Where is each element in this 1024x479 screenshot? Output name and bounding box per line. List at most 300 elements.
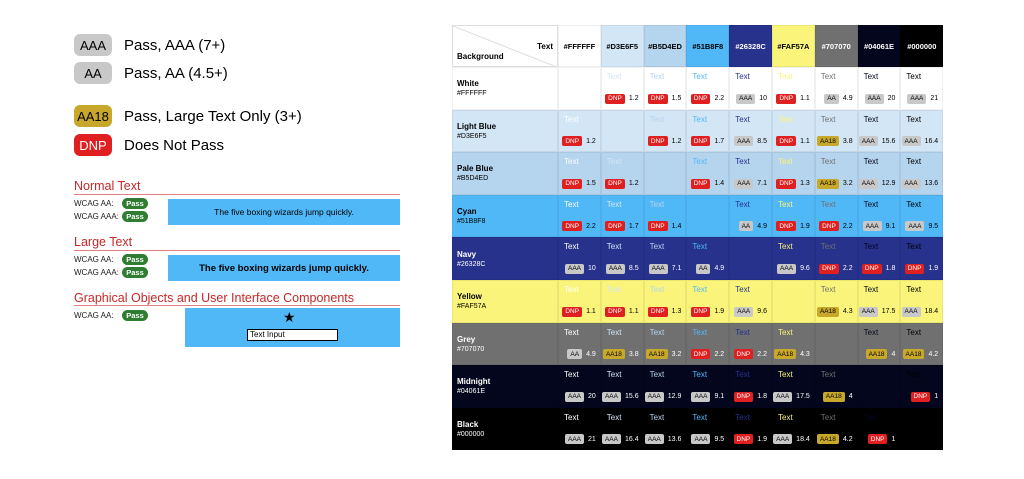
matrix-cell-navy-grey — [815, 237, 858, 280]
cell-ratio: 9.1 — [714, 393, 725, 401]
row-header-white — [452, 67, 558, 110]
matrix-cell-yellow-navy — [729, 280, 772, 323]
cell-badge-dnp: DNP — [734, 434, 754, 444]
matrix-cell-cyan-black — [900, 195, 943, 238]
cell-result — [902, 136, 939, 146]
row-hex: #FAF57A — [457, 303, 487, 311]
column-header-pale-blue: #B5D4ED — [644, 25, 687, 67]
cell-ratio: 10 — [759, 95, 767, 103]
cell-badge-aaa: AAA — [565, 264, 584, 274]
cell-sample-text: Text — [906, 199, 922, 209]
cell-sample-text: Text — [820, 285, 836, 294]
legend-badge-dnp: DNP — [74, 134, 112, 156]
cell-ratio: 1.7 — [628, 222, 639, 230]
cell-result — [734, 179, 767, 189]
row-header-pale-blue — [452, 152, 558, 195]
cell-sample-text: Text — [649, 412, 665, 422]
legend-badge-aa: AA — [74, 62, 112, 84]
row-hex: #000000 — [457, 431, 485, 439]
cell-result — [902, 307, 939, 317]
cell-ratio: 1.8 — [757, 393, 767, 401]
cell-badge-dnp: DNP — [562, 307, 582, 317]
column-header-black: #000000 — [900, 25, 943, 67]
matrix-cell-white-navy — [729, 67, 772, 110]
cell-sample-text: Text — [606, 199, 622, 209]
cell-badge-aaa: AAA — [734, 307, 753, 317]
row-header-yellow — [452, 280, 558, 323]
large-text-title: Large Text — [74, 235, 133, 249]
cell-badge-aa18: AA18 — [774, 349, 796, 359]
row-header-navy — [452, 237, 558, 280]
cell-sample-text: Text — [692, 114, 708, 124]
cell-sample-text: Text — [863, 157, 879, 167]
cell-sample-text: Text — [564, 242, 579, 252]
cell-result — [863, 221, 896, 231]
cell-ratio: 4.9 — [842, 95, 853, 103]
cell-ratio: 1.1 — [586, 308, 596, 316]
matrix-cell-grey-white — [558, 323, 601, 366]
column-header-midnight: #04061E — [858, 25, 901, 67]
matrix-cell-pale-blue-navy — [729, 152, 772, 195]
cell-ratio: 7.1 — [671, 265, 682, 273]
cell-ratio: 20 — [887, 95, 896, 103]
cell-ratio: 1.4 — [714, 180, 725, 188]
cell-ratio: 13.6 — [667, 435, 682, 443]
cell-badge-aa18: AA18 — [903, 349, 925, 359]
cell-ratio: 16.4 — [624, 435, 639, 443]
matrix-cell-midnight-white — [558, 365, 601, 408]
cell-result — [734, 349, 767, 359]
matrix-cell-white-light-blue — [601, 67, 644, 110]
matrix-cell-yellow-light-blue — [601, 280, 644, 323]
matrix-cell-grey-black — [900, 323, 943, 366]
cell-result — [648, 221, 681, 231]
cell-sample-text: Text — [778, 157, 793, 167]
cell-sample-text: Text — [735, 370, 750, 380]
cell-result — [865, 94, 896, 104]
cell-badge-aaa: AAA — [606, 264, 625, 274]
cell-sample-text: Text — [820, 199, 836, 209]
cell-ratio: 17.5 — [881, 308, 896, 316]
row-name: Cyan — [457, 207, 477, 217]
cell-ratio: 1.1 — [800, 137, 810, 145]
cell-ratio: 1.7 — [714, 137, 725, 145]
matrix-cell-pale-blue-white — [558, 152, 601, 195]
matrix-cell-light-blue-white — [558, 110, 601, 153]
matrix-cell-pale-blue-midnight — [858, 152, 901, 195]
cell-ratio: 4.9 — [757, 222, 767, 230]
cell-result — [819, 264, 852, 274]
cell-sample-text: Text — [606, 285, 622, 294]
legend-label-aa18: Pass, Large Text Only (3+) — [124, 107, 302, 125]
cell-sample-text: Text — [692, 412, 708, 422]
cell-ratio: 1.3 — [671, 308, 682, 316]
cell-badge-dnp: DNP — [819, 221, 839, 231]
cell-sample-text: Text — [778, 370, 793, 380]
cell-result — [645, 392, 682, 402]
cell-result — [734, 307, 767, 317]
cell-result — [562, 307, 595, 317]
legend-aa — [74, 61, 228, 85]
cell-result — [562, 136, 595, 146]
cell-result — [648, 94, 681, 104]
cell-badge-aaa: AAA — [734, 136, 753, 146]
cell-sample-text: Text — [692, 157, 708, 167]
matrix-cell-navy-light-blue — [601, 237, 644, 280]
cell-result — [603, 349, 639, 359]
cell-badge-aaa: AAA — [859, 307, 878, 317]
cell-sample-text: Text — [863, 285, 879, 294]
cell-result — [649, 264, 682, 274]
legend-label-dnp: Does Not Pass — [124, 136, 225, 154]
cell-badge-aaa: AAA — [863, 221, 882, 231]
legend-aaa — [74, 33, 225, 57]
cell-result — [606, 264, 639, 274]
cell-ratio: 9.6 — [757, 308, 767, 316]
cell-sample-text: Text — [906, 327, 922, 337]
cell-badge-dnp: DNP — [776, 94, 796, 104]
cell-sample-text: Text — [735, 199, 750, 209]
matrix-cell-midnight-black — [900, 365, 943, 408]
row-hex: #51B8F8 — [457, 218, 486, 226]
matrix-cell-navy-navy — [729, 237, 772, 280]
cell-result — [903, 349, 939, 359]
cell-sample-text: Text — [692, 370, 708, 380]
row-header-light-blue — [452, 110, 558, 153]
cell-sample-text: Text — [906, 285, 922, 294]
cell-badge-aaa: AAA — [645, 392, 664, 402]
matrix-cell-midnight-navy — [729, 365, 772, 408]
cell-result — [868, 434, 896, 444]
cell-ratio: 1 — [934, 393, 939, 401]
cell-result — [605, 179, 638, 189]
cell-sample-text: Text — [863, 72, 879, 81]
row-name: Pale Blue — [457, 164, 494, 174]
cell-badge-dnp: DNP — [734, 349, 754, 359]
cell-ratio: 20 — [588, 393, 596, 401]
normal-aaa-label: WCAG AAA: — [74, 212, 119, 221]
corner-background-label: Background — [457, 52, 504, 61]
cell-result — [605, 94, 638, 104]
cell-result — [905, 264, 938, 274]
cell-sample-text: Text — [735, 285, 750, 294]
cell-badge-dnp: DNP — [691, 94, 711, 104]
cell-badge-aaa: AAA — [902, 307, 921, 317]
text-input-sample[interactable]: Text Input — [247, 329, 338, 341]
matrix-cell-cyan-cyan — [686, 195, 729, 238]
cell-result — [859, 179, 896, 189]
matrix-cell-midnight-light-blue — [601, 365, 644, 408]
column-header-grey: #707070 — [815, 25, 858, 67]
matrix-cell-midnight-midnight — [858, 365, 901, 408]
graphical-aa-label: WCAG AA: — [74, 311, 114, 320]
cell-badge-aaa: AAA — [859, 136, 878, 146]
cell-result — [646, 349, 682, 359]
cell-result — [773, 392, 810, 402]
legend-dnp — [74, 133, 224, 157]
large-aaa-label: WCAG AAA: — [74, 268, 119, 277]
cell-result — [645, 434, 682, 444]
cell-sample-text: Text — [906, 370, 922, 380]
matrix-cell-yellow-pale-blue — [644, 280, 687, 323]
cell-badge-aa18: AA18 — [866, 349, 888, 359]
cell-badge-aaa: AAA — [907, 94, 926, 104]
matrix-cell-pale-blue-grey — [815, 152, 858, 195]
cell-badge-dnp: DNP — [605, 221, 625, 231]
matrix-cell-navy-midnight — [858, 237, 901, 280]
legend-label-aaa: Pass, AAA (7+) — [124, 36, 226, 54]
row-header-cyan — [452, 195, 558, 238]
cell-badge-aa: AA — [824, 94, 839, 104]
matrix-cell-cyan-yellow — [772, 195, 815, 238]
cell-sample-text: Text — [649, 327, 665, 337]
cell-badge-dnp: DNP — [691, 307, 711, 317]
graphical-objects-title: Graphical Objects and User Interface Components — [74, 291, 354, 305]
cell-ratio: 1.9 — [928, 265, 939, 273]
cell-badge-aaa: AAA — [565, 434, 584, 444]
cell-ratio: 1.9 — [714, 308, 725, 316]
cell-result — [562, 221, 595, 231]
cell-ratio: 2.2 — [586, 222, 596, 230]
cell-result — [907, 94, 938, 104]
row-hex: #04061E — [457, 388, 486, 396]
legend-badge-aaa: AAA — [74, 34, 112, 56]
cell-ratio: 18.4 — [796, 435, 810, 443]
cell-sample-text: Text — [649, 72, 665, 81]
cell-sample-text: Text — [606, 157, 622, 167]
cell-ratio: 13.6 — [924, 180, 939, 188]
cell-ratio: 15.6 — [881, 137, 896, 145]
matrix-cell-yellow-black — [900, 280, 943, 323]
cell-sample-text: Text — [778, 242, 793, 252]
cell-sample-text: Text — [649, 242, 665, 252]
cell-ratio: 12.9 — [667, 393, 682, 401]
cell-result — [605, 307, 638, 317]
cell-ratio: 9.1 — [885, 222, 896, 230]
legend-aa18 — [74, 104, 302, 128]
cell-badge-dnp: DNP — [562, 179, 582, 189]
cell-badge-aa18: AA18 — [823, 392, 845, 402]
matrix-cell-black-yellow — [772, 408, 815, 451]
cell-result — [819, 221, 852, 231]
matrix-cell-black-white — [558, 408, 601, 451]
matrix-cell-yellow-cyan — [686, 280, 729, 323]
normal-aaa-pass-badge: Pass — [122, 211, 148, 222]
cell-badge-aaa: AAA — [602, 434, 621, 444]
column-header-cyan: #51B8F8 — [686, 25, 729, 67]
cell-sample-text: Text — [820, 370, 836, 380]
cell-sample-text: Text — [606, 242, 622, 252]
cell-result — [734, 392, 767, 402]
cell-result — [736, 94, 767, 104]
cell-result — [602, 392, 639, 402]
cell-ratio: 1.2 — [586, 137, 596, 145]
cell-result — [817, 179, 853, 189]
row-hex: #26328C — [457, 260, 486, 268]
cell-sample-text: Text — [906, 72, 922, 81]
cell-ratio: 2.2 — [714, 95, 725, 103]
cell-sample-text: Text — [778, 327, 793, 337]
matrix-cell-light-blue-black — [900, 110, 943, 153]
cell-result — [862, 264, 895, 274]
matrix-cell-yellow-grey — [815, 280, 858, 323]
cell-sample-text: Text — [778, 114, 793, 124]
cell-badge-dnp: DNP — [734, 392, 754, 402]
cell-badge-aaa: AAA — [777, 264, 796, 274]
cell-badge-dnp: DNP — [905, 264, 925, 274]
cell-ratio: 1.5 — [671, 95, 682, 103]
cell-ratio: 3.8 — [842, 137, 853, 145]
matrix-cell-light-blue-cyan — [686, 110, 729, 153]
cell-result — [866, 349, 896, 359]
cell-sample-text: Text — [649, 370, 665, 380]
cell-sample-text: Text — [564, 114, 579, 124]
cell-result — [776, 221, 809, 231]
row-header-grey — [452, 323, 558, 366]
cell-ratio: 1.4 — [671, 222, 682, 230]
cell-ratio: 18.4 — [924, 308, 939, 316]
matrix-cell-navy-cyan — [686, 237, 729, 280]
matrix-cell-cyan-pale-blue — [644, 195, 687, 238]
cell-sample-text: Text — [820, 72, 836, 81]
matrix-cell-navy-yellow — [772, 237, 815, 280]
cell-sample-text: Text — [863, 114, 879, 124]
cell-ratio: 4.3 — [800, 350, 810, 358]
normal-text-title: Normal Text — [74, 179, 141, 193]
normal-aa-label: WCAG AA: — [74, 199, 114, 208]
cell-sample-text: Text — [692, 72, 708, 81]
cell-sample-text: Text — [906, 242, 922, 252]
cell-sample-text: Text — [820, 157, 836, 167]
cell-badge-aa18: AA18 — [817, 434, 839, 444]
cell-sample-text: Text — [820, 242, 836, 252]
cell-result — [565, 392, 596, 402]
cell-ratio: 2.2 — [714, 350, 725, 358]
matrix-cell-grey-grey — [815, 323, 858, 366]
cell-badge-aaa: AAA — [902, 136, 921, 146]
cell-ratio: 1.3 — [800, 180, 810, 188]
cell-ratio: 8.5 — [628, 265, 639, 273]
matrix-cell-navy-pale-blue — [644, 237, 687, 280]
cell-ratio: 1.5 — [586, 180, 596, 188]
cell-ratio: 21 — [588, 435, 596, 443]
cell-result — [824, 94, 852, 104]
matrix-cell-black-midnight — [858, 408, 901, 451]
cell-ratio: 17.5 — [796, 393, 810, 401]
cell-sample-text: Text — [863, 242, 879, 252]
cell-ratio: 3.8 — [628, 350, 639, 358]
row-name: Light Blue — [457, 121, 497, 131]
cell-result — [691, 94, 724, 104]
cell-badge-aaa: AAA — [691, 434, 710, 444]
legend-badge-aa18: AA18 — [74, 105, 112, 127]
matrix-cell-cyan-navy — [729, 195, 772, 238]
cell-badge-dnp: DNP — [819, 264, 839, 274]
cell-ratio: 7.1 — [757, 180, 767, 188]
graphical-aa-pass-badge: Pass — [122, 310, 148, 321]
matrix-cell-grey-pale-blue — [644, 323, 687, 366]
matrix-cell-black-black — [900, 408, 943, 451]
cell-badge-dnp: DNP — [648, 307, 668, 317]
matrix-cell-navy-black — [900, 237, 943, 280]
cell-result — [691, 434, 724, 444]
cell-ratio: 2.2 — [842, 222, 853, 230]
row-hex: #FFFFFF — [457, 90, 487, 98]
cell-ratio: 9.5 — [714, 435, 725, 443]
cell-result — [859, 136, 896, 146]
cell-badge-dnp: DNP — [776, 221, 796, 231]
cell-sample-text: Text — [564, 370, 579, 380]
large-aa-label: WCAG AA: — [74, 255, 114, 264]
matrix-cell-midnight-pale-blue — [644, 365, 687, 408]
normal-text-divider — [74, 194, 400, 195]
cell-sample-text: Text — [820, 412, 836, 422]
matrix-cell-grey-cyan — [686, 323, 729, 366]
cell-sample-text: Text — [564, 327, 579, 337]
legend-label-aa: Pass, AA (4.5+) — [124, 64, 228, 82]
cell-ratio: 16.4 — [924, 137, 939, 145]
matrix-cell-grey-navy — [729, 323, 772, 366]
cell-result — [565, 434, 596, 444]
cell-badge-aa18: AA18 — [817, 179, 839, 189]
cell-ratio: 4.9 — [586, 350, 596, 358]
cell-ratio: 15.6 — [624, 393, 639, 401]
cell-sample-text: Text — [564, 199, 579, 209]
large-text-divider — [74, 250, 400, 251]
cell-sample-text: Text — [906, 114, 922, 124]
matrix-cell-pale-blue-black — [900, 152, 943, 195]
matrix-cell-white-midnight — [858, 67, 901, 110]
cell-ratio: 1.2 — [628, 95, 639, 103]
cell-badge-aaa: AAA — [645, 434, 664, 444]
cell-result — [648, 136, 681, 146]
row-name: Midnight — [457, 377, 491, 387]
cell-sample-text: Text — [649, 199, 665, 209]
cell-sample-text: Text — [863, 412, 879, 422]
cell-ratio: 1.1 — [628, 308, 639, 316]
cell-ratio: 10 — [588, 265, 596, 273]
matrix-cell-white-yellow — [772, 67, 815, 110]
cell-result — [776, 179, 809, 189]
cell-badge-dnp: DNP — [691, 349, 711, 359]
cell-badge-dnp: DNP — [776, 136, 796, 146]
matrix-cell-light-blue-yellow — [772, 110, 815, 153]
cell-badge-aa18: AA18 — [817, 136, 839, 146]
cell-result — [691, 349, 724, 359]
matrix-cell-white-pale-blue — [644, 67, 687, 110]
row-header-black — [452, 408, 558, 451]
cell-sample-text: Text — [735, 327, 750, 337]
cell-badge-aaa: AAA — [773, 434, 792, 444]
cell-result — [605, 221, 638, 231]
cell-badge-aa18: AA18 — [603, 349, 625, 359]
cell-badge-dnp: DNP — [605, 179, 625, 189]
matrix-cell-yellow-white — [558, 280, 601, 323]
cell-sample-text: Text — [692, 285, 708, 294]
cell-sample-text: Text — [863, 327, 879, 337]
cell-result — [696, 264, 724, 274]
cell-badge-aa: AA — [739, 221, 754, 231]
cell-ratio: 4.2 — [842, 435, 853, 443]
cell-result — [859, 307, 896, 317]
cell-sample-text: Text — [820, 114, 836, 124]
cell-result — [691, 179, 724, 189]
row-name: Navy — [457, 249, 477, 259]
cell-badge-dnp: DNP — [605, 307, 625, 317]
cell-result — [648, 307, 681, 317]
matrix-cell-grey-midnight — [858, 323, 901, 366]
large-text-sample: The five boxing wizards jump quickly. — [168, 255, 400, 281]
